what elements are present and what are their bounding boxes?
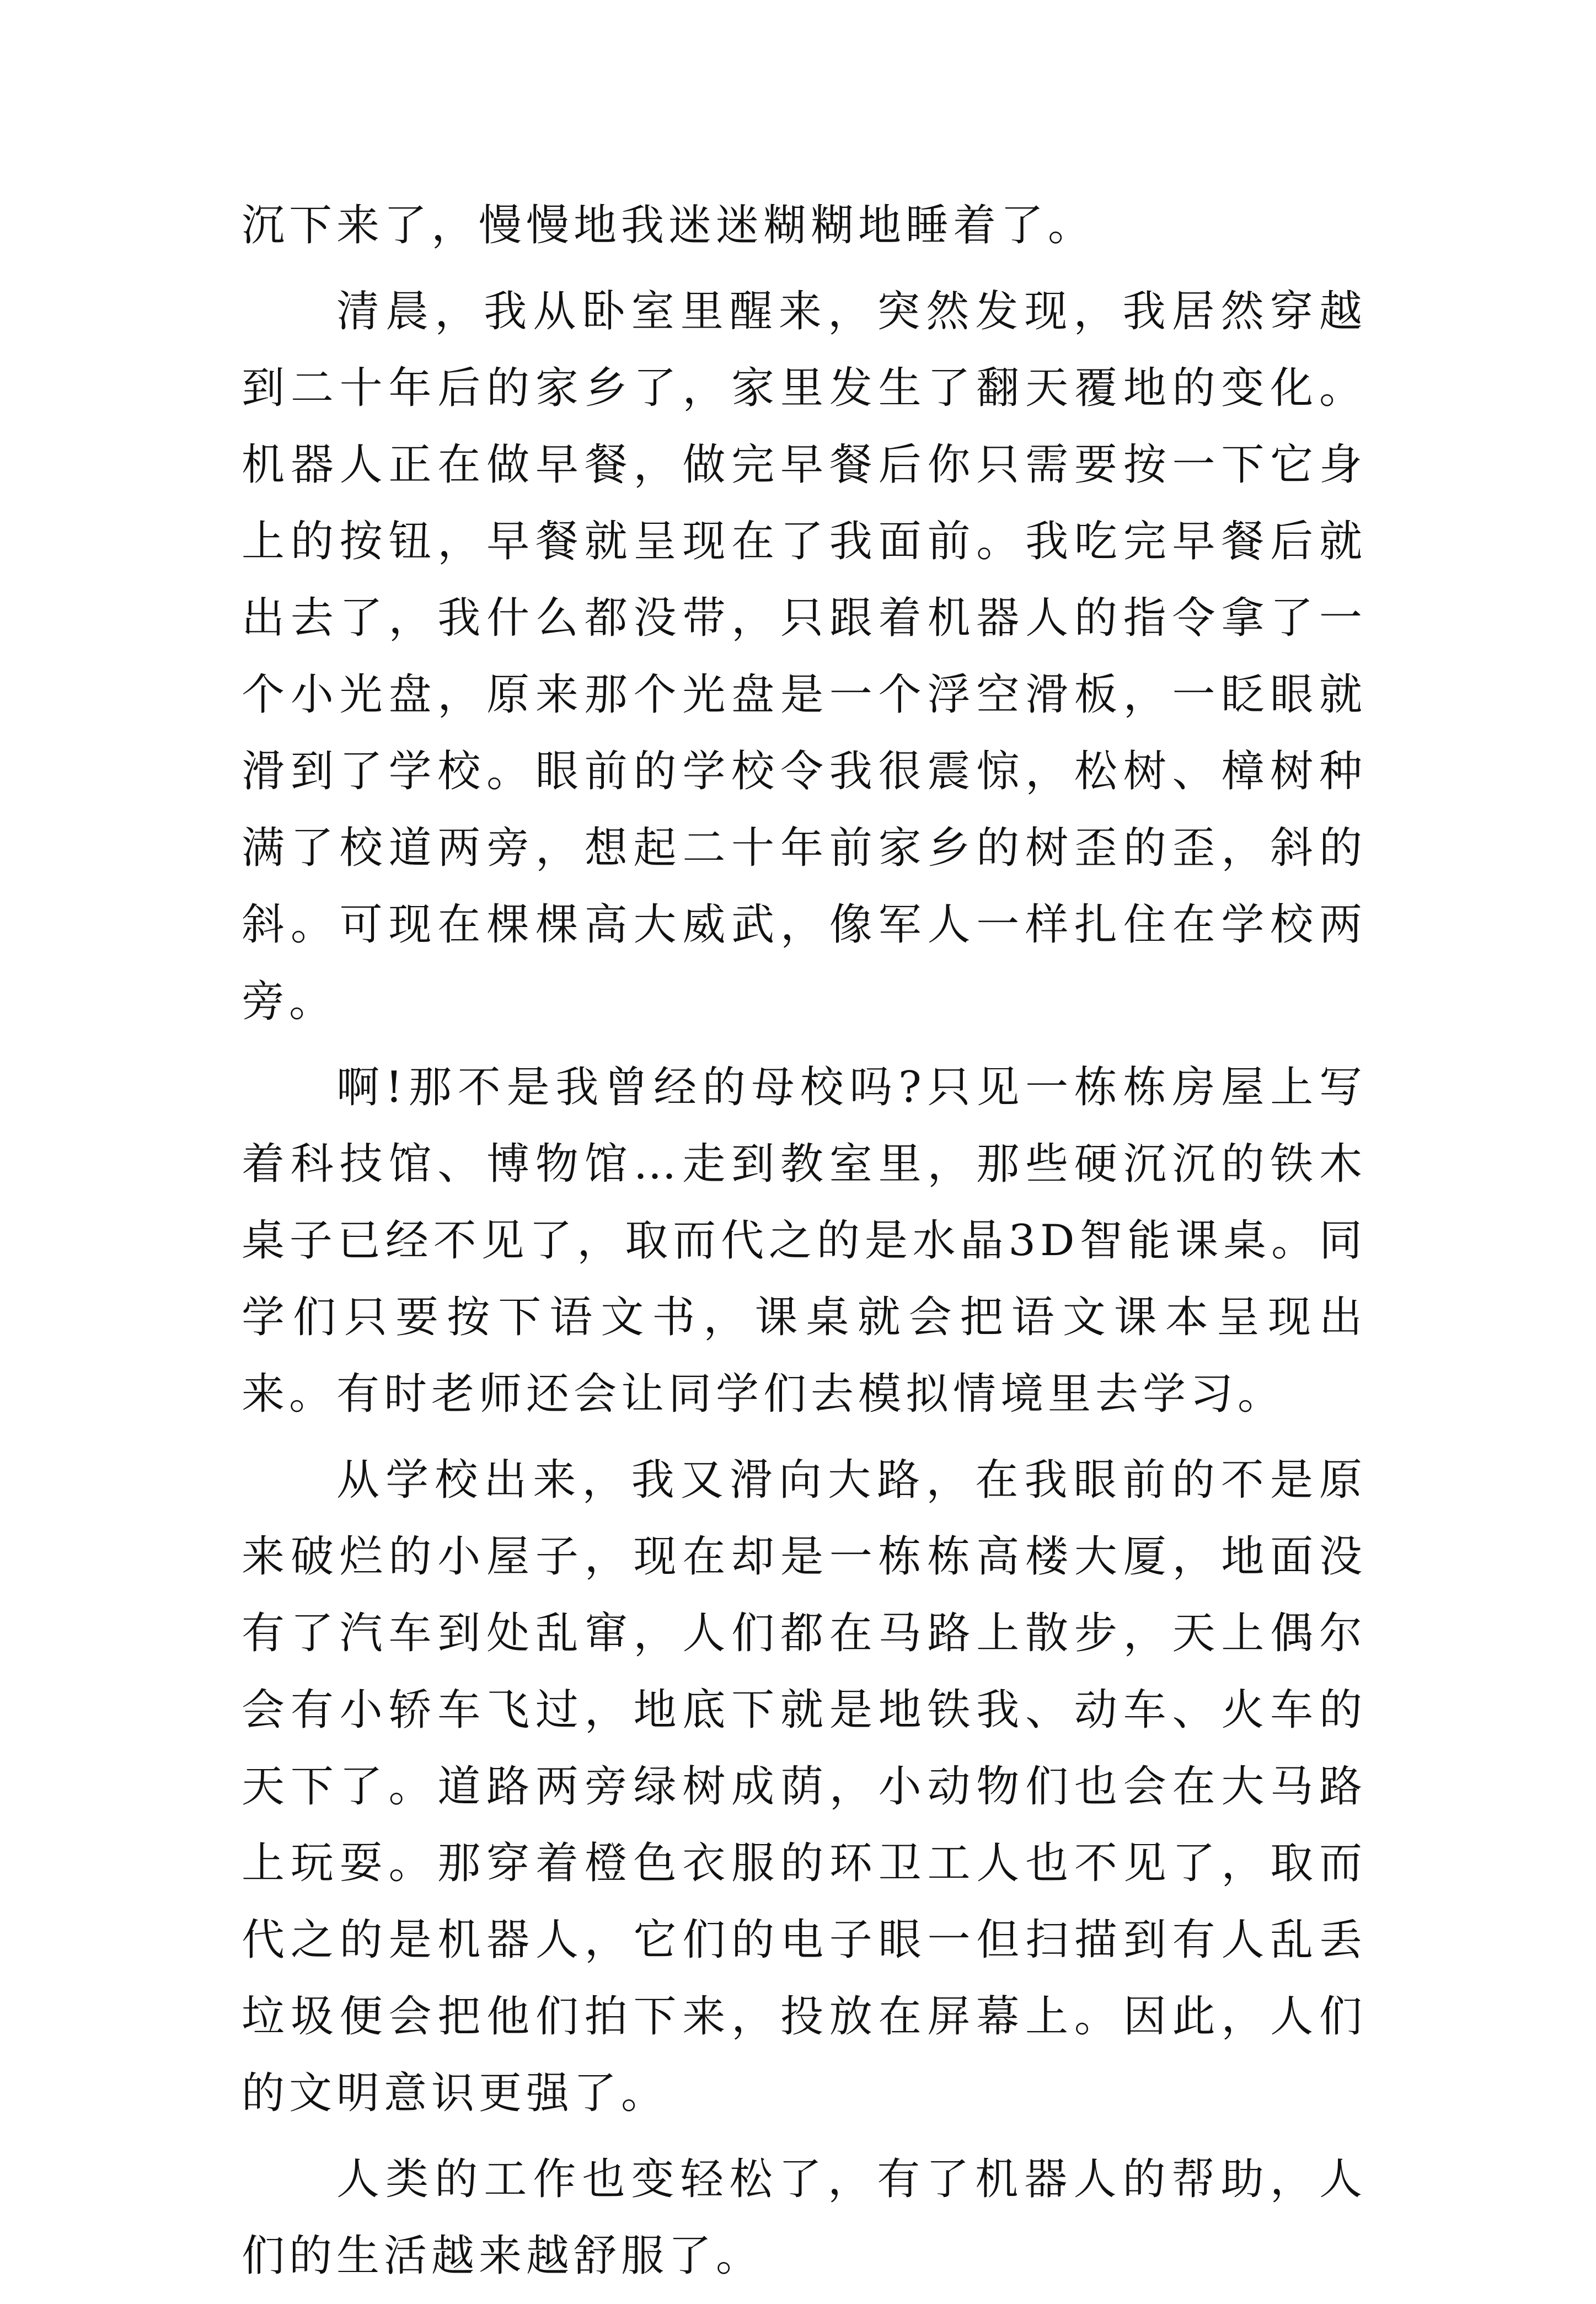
paragraph-street: 从学校出来，我又滑向大路，在我眼前的不是原来破烂的小屋子，现在却是一栋栋高楼大厦，地面没有了汽车到处乱窜，人们都在马路上散步，天上偶尔会有小轿车飞过，地底下就是地铁我、动车、火车的天下了。道路两旁绿树成荫，小动物们也会在大马路上玩耍。那穿着橙色衣服的环卫工人也不见了，取而代之的是机器人，它们的电子眼一但扫描到有人乱丢垃圾便会把他们拍下来，投放在屏幕上。因此，人们的文明意识更强了。 bbox=[242, 1455, 1367, 2118]
paragraph-school: 啊!那不是我曾经的母校吗?只见一栋栋房屋上写着科技馆、博物馆…走到教室里，那些硬沉沉的铁木桌子已经不见了，取而代之的是水晶3D智能课桌。同学们只要按下语文书，课桌就会把语文课本呈现出来。有时老师还会让同学们去模拟情境里去学习。 bbox=[242, 1063, 1367, 1419]
paragraph-morning: 清晨，我从卧室里醒来，突然发现，我居然穿越到二十年后的家乡了，家里发生了翻天覆地的变化。机器人正在做早餐，做完早餐后你只需要按一下它身上的按钮，早餐就呈现在了我面前。我吃完早餐后就出去了，我什么都没带，只跟着机器人的指令拿了一个小光盘，原来那个光盘是一个浮空滑板，一眨眼就滑到了学校。眼前的学校令我很震惊，松树、樟树种满了校道两旁，想起二十年前家乡的树歪的歪，斜的斜。可现在棵棵高大威武，像军人一样扎住在学校两旁。 bbox=[242, 287, 1367, 1026]
document-body bbox=[242, 187, 1367, 2304]
paragraph-conclusion: 人类的工作也变轻松了，有了机器人的帮助，人们的生活越来越舒服了。 bbox=[242, 2155, 1367, 2281]
paragraph-continuation: 沉下来了，慢慢地我迷迷糊糊地睡着了。 bbox=[242, 201, 1096, 250]
